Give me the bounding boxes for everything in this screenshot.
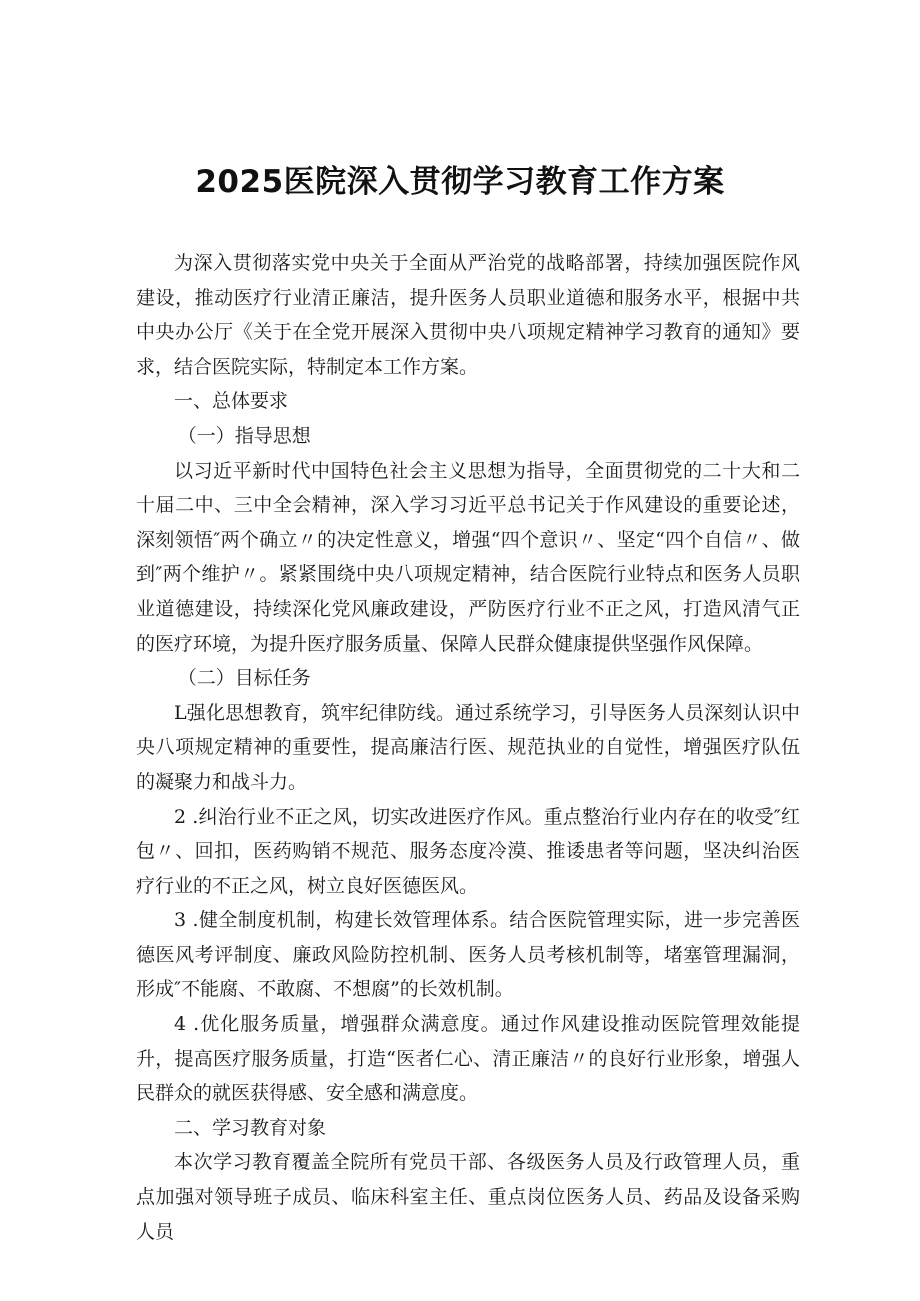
document-body (136, 246, 800, 1249)
goal-item-4: 4 .优化服务质量，增强群众满意度。通过作风建设推动医院管理效能提升，提高医疗服务质量，打造“医者仁心、清正廉洁〃的良好行业形象，增强人民群众的就医获得感、安全感和满意度。 (136, 1013, 800, 1105)
goal-item-3: 3 .健全制度机制，构建长效管理体系。结合医院管理实际，进一步完善医德医风考评制度、廉政风险防控机制、医务人员考核机制等，堵塞管理漏洞，形成″不能腐、不敢腐、不想腐”的长效机制。 (136, 909, 800, 1001)
study-targets-paragraph: 本次学习教育覆盖全院所有党员干部、各级医务人员及行政管理人员，重点加强对领导班子成员、临床科室主任、重点岗位医务人员、药品及设备采购人员 (136, 1151, 800, 1243)
section-heading-study-targets: 二、学习教育对象 (174, 1116, 327, 1139)
subsection-heading-guiding-ideology: （一）指导思想 (177, 424, 311, 447)
goal-item-2: 2 .纠治行业不正之风，切实改进医疗作风。重点整治行业内存在的收受″红包〃、回扣，医药购销不规范、服务态度冷漠、推诿患者等问题，坚决纠治医疗行业的不正之风，树立良好医德医风。 (136, 805, 800, 897)
goal-item-1: L强化思想教育，筑牢纪律防线。通过系统学习，引导医务人员深刻认识中央八项规定精神的重要性，提高廉洁行医、规范执业的自觉性，增强医疗队伍的凝聚力和战斗力。 (136, 701, 800, 793)
document-title: 2025医院深入贯彻学习教育工作方案 (195, 164, 725, 200)
section-heading-general-requirements: 一、总体要求 (174, 390, 289, 413)
intro-paragraph: 为深入贯彻落实党中央关于全面从严治党的战略部署，持续加强医院作风建设，推动医疗行业清正廉洁，提升医务人员职业道德和服务水平，根据中共中央办公厅《关于在全党开展深入贯彻中央八项规定精神学习教育的通知》要求，结合医院实际，特制定本工作方案。 (136, 252, 800, 378)
subsection-heading-goals-tasks: （二）目标任务 (177, 667, 311, 690)
guiding-ideology-paragraph: 以习近平新时代中国特色社会主义思想为指导，全面贯彻党的二十大和二十届二中、三中全会精神，深入学习习近平总书记关于作风建设的重要论述，深刻领悟″两个确立〃的决定性意义，增强“四个意识〃、坚定“四个自信〃、做到″两个维护〃。紧紧围绕中央八项规定精神，结合医院行业特点和医务人员职业道德建设，持续深化党风廉政建设，严防医疗行业不正之风，打造风清气正的医疗环境，为提升医疗服务质量、保障人民群众健康提供坚强作风保障。 (136, 459, 800, 655)
